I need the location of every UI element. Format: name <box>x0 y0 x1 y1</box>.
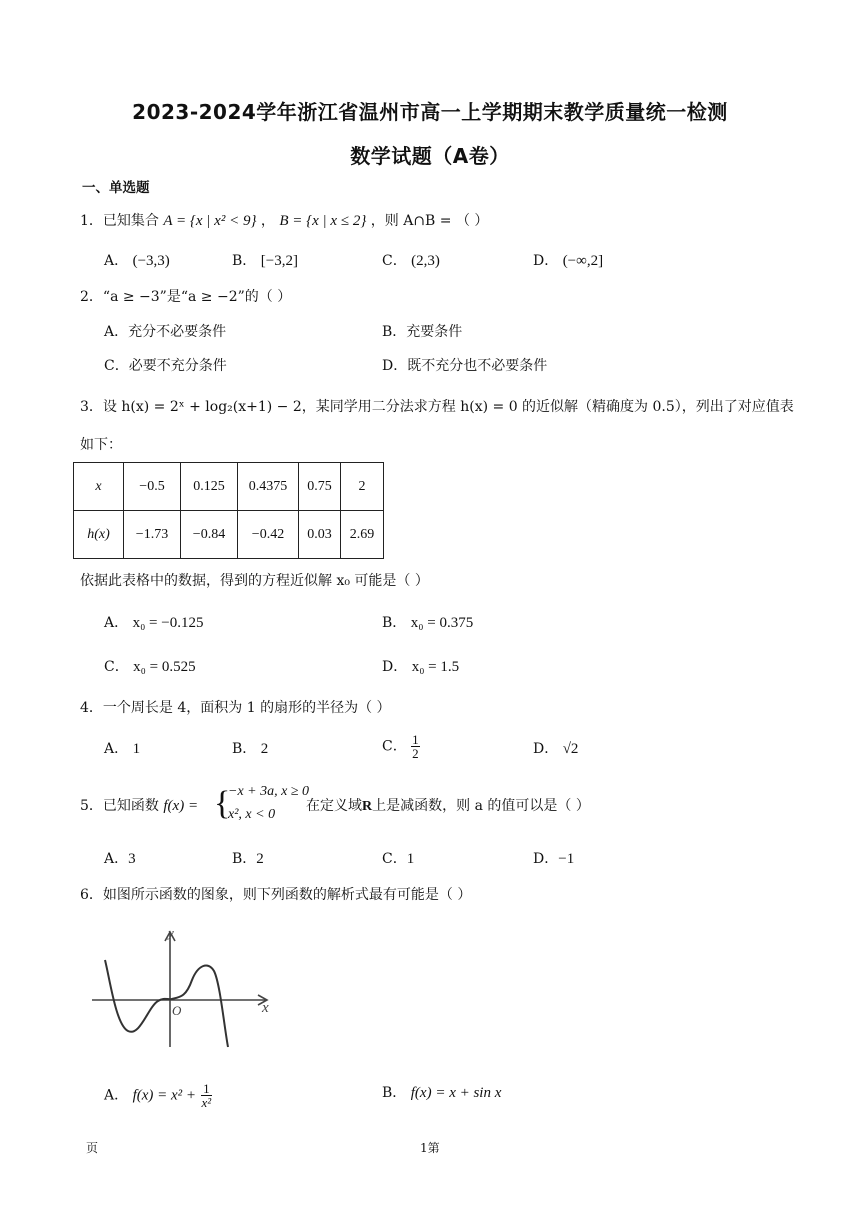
q1-option-c[interactable]: C． (2,3) <box>382 253 440 269</box>
table-header-h: h(x) <box>74 511 124 559</box>
q5-option-b[interactable]: B．2 <box>232 851 264 867</box>
q4-option-d[interactable]: D． √2 <box>533 741 579 757</box>
section-heading: 一、单选题 <box>82 180 150 196</box>
question-1 <box>80 210 488 230</box>
question-6: 6．如图所示函数的图象，则下列函数的解析式最有可能是（ ） <box>80 887 472 903</box>
q1-option-d[interactable]: D． (−∞,2] <box>533 253 604 269</box>
table-cell: 0.75 <box>299 463 341 511</box>
q1-option-a[interactable]: A． (−3,3) <box>104 253 170 269</box>
table-cell: 2.69 <box>341 511 384 559</box>
q3-option-a[interactable]: A． x₀ = −0.125 <box>104 615 204 631</box>
q6-option-a-fraction: $\frac{1}{\text{x²}}$ <box>201 1081 212 1110</box>
q5-option-d[interactable]: D．−1 <box>533 851 575 867</box>
q3-option-d[interactable]: D． x₀ = 1.5 <box>382 659 460 675</box>
question-3-follow: 依据此表格中的数据，得到的方程近似解 x₀ 可能是（ ） <box>80 573 429 589</box>
question-2: 2．“a ≥ −3”是“a ≥ −2”的（ ） <box>80 289 292 305</box>
table-row <box>74 511 384 559</box>
table-cell: −0.84 <box>181 511 238 559</box>
question-5-suffix: 在定义域R上是减函数，则 a 的值可以是（ ） <box>306 798 590 814</box>
y-axis-label: y <box>168 925 174 940</box>
q2-option-a[interactable]: A．充分不必要条件 <box>104 324 227 340</box>
question-5-prefix: 5．已知函数 f(x) = <box>80 798 199 814</box>
q5-option-a[interactable]: A．3 <box>104 851 136 867</box>
q3-option-b[interactable]: B． x₀ = 0.375 <box>382 615 474 631</box>
footer-left: 页 <box>86 1141 99 1155</box>
q2-option-d[interactable]: D．既不充分也不必要条件 <box>382 358 548 374</box>
table-cell: 0.125 <box>181 463 238 511</box>
q1-stem-suffix: ，则 A∩B = （ ） <box>370 213 489 229</box>
q5-case-2: x², x < 0 <box>228 807 276 822</box>
page-title: 2023-2024学年浙江省温州市高一上学期期末教学质量统一检测 <box>132 100 728 124</box>
q1-sep: ， <box>260 213 275 229</box>
question-3-line1: 3．设 h(x) = 2ˣ + log₂(x+1) − 2，某同学用二分法求方程 h(x) = 0 的近似解（精确度为 0.5），列出了对应值表 <box>80 399 794 415</box>
function-curve <box>105 960 228 1047</box>
q1-set-b: B = {x | x ≤ 2} <box>279 213 367 229</box>
x-axis-label: x <box>262 1000 269 1016</box>
table-cell: 0.03 <box>299 511 341 559</box>
question-4: 4．一个周长是 4，面积为 1 的扇形的半径为（ ） <box>80 700 391 716</box>
q6-option-a[interactable]: A． f(x) = x² + $\frac{1}{\text{x²}}$ <box>104 1081 212 1110</box>
page-number: 1第 <box>420 1141 440 1155</box>
q2-option-b[interactable]: B．充要条件 <box>382 324 463 340</box>
q4-option-b[interactable]: B． 2 <box>232 741 269 757</box>
q5-brace: { <box>214 785 231 822</box>
q1-stem-prefix: 1．已知集合 <box>80 213 159 229</box>
table-cell: 0.4375 <box>238 463 299 511</box>
function-graph <box>88 925 278 1055</box>
question-3-line2: 如下： <box>80 437 122 453</box>
page-subtitle: 数学试题（A卷） <box>350 144 510 168</box>
table-cell: −0.42 <box>238 511 299 559</box>
q2-option-c[interactable]: C．必要不充分条件 <box>104 358 227 374</box>
q4-option-c[interactable]: C． $\frac{1}{2}$ <box>382 732 419 761</box>
q5-option-c[interactable]: C．1 <box>382 851 415 867</box>
table-cell: 2 <box>341 463 384 511</box>
q1-option-b[interactable]: B． [−3,2] <box>232 253 298 269</box>
q3-option-c[interactable]: C． x₀ = 0.525 <box>104 659 196 675</box>
q4-option-a[interactable]: A． 1 <box>104 741 141 757</box>
q4-option-c-fraction: $\frac{1}{2}$ <box>412 732 419 761</box>
q1-set-a: A = {x | x² < 9} <box>163 213 257 229</box>
table-cell: −1.73 <box>124 511 181 559</box>
table-cell: −0.5 <box>124 463 181 511</box>
q6-option-b[interactable]: B． f(x) = x + sin x <box>382 1085 502 1101</box>
table-row <box>74 463 384 511</box>
table-header-x: x <box>74 463 124 511</box>
value-table <box>73 462 384 559</box>
origin-label: O <box>172 1003 182 1018</box>
q5-case-1: −x + 3a, x ≥ 0 <box>228 784 310 799</box>
